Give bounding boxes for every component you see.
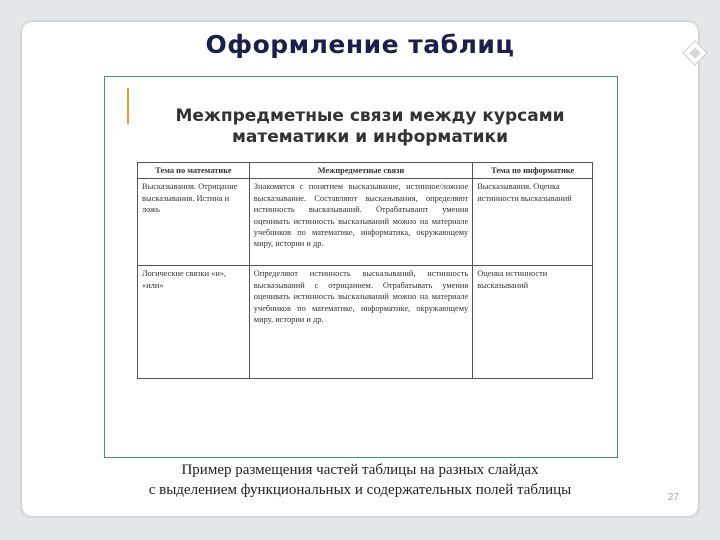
cell-links: Определяют истинность высказываний, истинность высказываний с отрицанием. Отрабатывать умения оценивать истинность высказываний можно на материале учебников по математике, информатике, окружающему миру, истории и др. xyxy=(249,266,472,379)
header-it-topic: Тема по информатике xyxy=(473,163,593,179)
cell-math-topic: Логические связки «и», «или» xyxy=(138,266,250,379)
page-number: 27 xyxy=(668,492,680,503)
table-header-row xyxy=(138,163,593,179)
cell-links: Знакомятся с понятием высказывание, истинное/ложное высказывание. Составляют высказывания, определяют истинность высказываний. Отрабатывают умения оценивать истинность высказываний можно на материале учебников по математике, информатика, окружающему миру, истории и др. xyxy=(249,179,472,266)
table-row xyxy=(138,266,593,379)
document-heading-line-1: Межпредметные связи между курсами xyxy=(175,106,565,126)
cell-math-topic: Высказывания. Отрицание высказывания. Истина и ложь xyxy=(138,179,250,266)
caption-line-2: с выделением функциональных и содержательных полей таблицы xyxy=(148,482,572,498)
header-math-topic: Тема по математике xyxy=(138,163,250,179)
header-links: Межпредметные связи xyxy=(249,163,472,179)
accent-bar xyxy=(127,88,129,124)
document-heading xyxy=(150,106,590,148)
cell-it-topic: Оценка истинности высказываний xyxy=(473,266,593,379)
table-row xyxy=(138,179,593,266)
cell-it-topic: Высказывания. Оценка истинности высказываний xyxy=(473,179,593,266)
slide-title: Оформление таблиц xyxy=(205,30,515,59)
document-heading-line-2: математики и информатики xyxy=(231,127,509,147)
caption-line-1: Пример размещения частей таблицы на разных слайдах xyxy=(181,462,539,478)
slide-caption xyxy=(104,460,616,500)
links-table xyxy=(137,162,593,379)
